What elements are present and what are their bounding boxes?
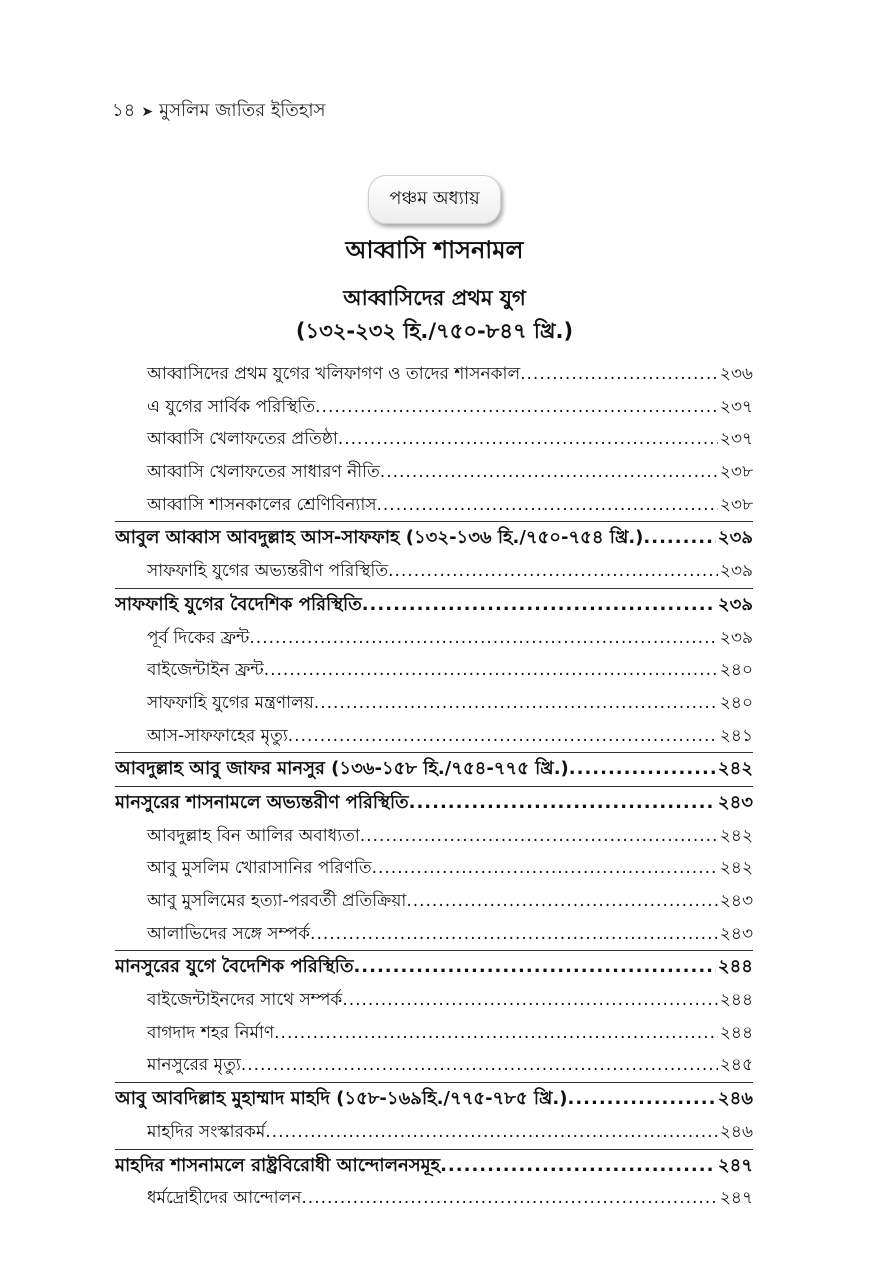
book-title: মুসলিম জাতির ইতিহাস xyxy=(159,100,326,121)
toc-entry-title: আবু আবদিল্লাহ মুহাম্মাদ মাহদি (১৫৮-১৬৯হি./৭৭৫-৭৮৫ খ্রি.) xyxy=(115,1088,568,1110)
toc-entry-title: সাফফাহি যুগের বৈদেশিক পরিস্থিতি xyxy=(115,593,362,615)
dot-leader xyxy=(520,358,718,391)
dot-leader xyxy=(338,423,718,456)
dot-leader xyxy=(241,1049,718,1082)
toc-page-number: ২৪৪ xyxy=(719,990,753,1011)
dot-leader xyxy=(315,391,718,424)
running-header xyxy=(112,96,325,127)
dot-leader xyxy=(377,489,718,522)
toc-entry-title: আব্বাসিদের প্রথম যুগের খলিফাগণ ও তাদের শাসনকাল xyxy=(147,364,521,384)
toc-row xyxy=(115,654,753,687)
toc-entry-title: আব্বাসি খেলাফতের সাধারণ নীতি xyxy=(147,462,380,483)
dot-leader xyxy=(440,1150,716,1183)
toc-row xyxy=(115,456,753,489)
toc-row xyxy=(115,885,753,918)
dot-leader xyxy=(362,589,716,622)
toc-entry-title: আবুল আব্বাস আবদুল্লাহ আস-সাফফাহ (১৩২-১৩৬ হি./৭৫০-৭৫৪ খ্রি.) xyxy=(115,527,644,549)
toc-row xyxy=(115,852,753,885)
dot-leader xyxy=(643,522,715,555)
toc-entry-title: আবদুল্লাহ বিন আলির অবাধ্যতা xyxy=(147,825,360,846)
toc-heading-row xyxy=(115,588,753,622)
dot-leader xyxy=(288,720,718,753)
page-number: ১৪ xyxy=(112,100,136,121)
toc-entry-title: আব্বাসি খেলাফতের প্রতিষ্ঠা xyxy=(147,429,338,450)
toc-page-number: ২৪৪ xyxy=(717,956,753,978)
dot-leader xyxy=(314,687,718,720)
chevron-right-icon: ➤ xyxy=(141,103,154,120)
toc-entry-title: মাহদির সংস্কারকর্ম xyxy=(147,1121,266,1142)
toc-page-number: ২৩৯ xyxy=(719,627,753,648)
toc-row xyxy=(115,489,753,522)
toc-page-number: ২৪৩ xyxy=(719,923,753,944)
dot-leader xyxy=(372,852,718,885)
toc-page-number: ২৩৬ xyxy=(719,364,753,384)
toc-row xyxy=(115,820,753,853)
dot-leader xyxy=(301,1182,717,1215)
toc-heading-row xyxy=(115,786,753,820)
toc-page-number: ২৪৬ xyxy=(717,1088,753,1110)
toc-entry-title: বাগদাদ শহর নির্মাণ xyxy=(147,1022,275,1043)
toc-page-number: ২৪২ xyxy=(719,825,753,846)
toc-row xyxy=(115,358,753,391)
toc-page-number: ২৪০ xyxy=(719,692,753,713)
dot-leader xyxy=(353,951,715,984)
section-subtitle: (১৩২-২৩২ হি./৭৫০-৮৪৭ খ্রি.) xyxy=(295,319,574,343)
toc-page-number: ২৪৩ xyxy=(717,791,753,813)
table-of-contents xyxy=(115,358,753,1215)
toc-page-number: ২৩৯ xyxy=(717,593,753,615)
toc-entry-title: মানসুরের যুগে বৈদেশিক পরিস্থিতি xyxy=(115,956,354,978)
toc-heading-row xyxy=(115,752,753,786)
toc-page-number: ২৪১ xyxy=(719,725,753,746)
dot-leader xyxy=(569,753,716,786)
toc-entry-title: আবু মুসলিমের হত্যা-পরবর্তী প্রতিক্রিয়া xyxy=(147,891,407,911)
toc-page-number: ২৩৮ xyxy=(719,494,753,515)
toc-row xyxy=(115,391,753,424)
toc-row xyxy=(115,622,753,655)
dot-leader xyxy=(310,918,718,951)
toc-entry-title: পূর্ব দিকের ফ্রন্ট xyxy=(147,627,250,648)
toc-entry-title: আব্বাসি শাসনকালের শ্রেণিবিন্যাস xyxy=(147,494,377,515)
toc-row xyxy=(115,1116,753,1149)
dot-leader xyxy=(274,1017,718,1050)
chapter-badge: পঞ্চম অধ্যায় xyxy=(368,175,500,224)
toc-entry-title: বাইজেন্টাইনদের সাথে সম্পর্ক xyxy=(147,990,343,1011)
dot-leader xyxy=(264,654,718,687)
toc-page-number: ২৪০ xyxy=(719,660,753,681)
toc-page-number: ২৪২ xyxy=(717,758,753,780)
section-title: আব্বাসিদের প্রথম যুগ xyxy=(343,286,526,310)
dot-leader xyxy=(406,885,718,918)
toc-heading-row xyxy=(115,950,753,984)
toc-entry-title: এ যুগের সার্বিক পরিস্থিতি xyxy=(147,396,316,417)
toc-page-number: ২৩৮ xyxy=(719,462,753,483)
toc-page-number: ২৪৩ xyxy=(719,891,753,911)
toc-page-number: ২৪৪ xyxy=(719,1022,753,1043)
toc-row xyxy=(115,984,753,1017)
dot-leader xyxy=(249,622,717,655)
toc-heading-row xyxy=(115,521,753,555)
toc-entry-title: সাফফাহি যুগের অভ্যন্তরীণ পরিস্থিতি xyxy=(147,561,389,582)
dot-leader xyxy=(380,456,718,489)
part-title: আব্বাসি শাসনামল xyxy=(345,236,524,264)
toc-entry-title: আস-সাফফাহের মৃত্যু xyxy=(147,725,288,746)
toc-row xyxy=(115,1182,753,1215)
dot-leader xyxy=(388,555,718,588)
toc-heading-row xyxy=(115,1082,753,1116)
toc-heading-row xyxy=(115,1149,753,1183)
dot-leader xyxy=(409,787,716,820)
toc-page-number: ২৪৫ xyxy=(719,1055,753,1076)
toc-entry-title: আবদুল্লাহ আবু জাফর মানসুর (১৩৬-১৫৮ হি./৭৫৪-৭৭৫ খ্রি.) xyxy=(115,758,569,780)
toc-entry-title: সাফফাহি যুগের মন্ত্রণালয় xyxy=(147,692,314,713)
toc-page-number: ২৩৯ xyxy=(719,561,753,582)
toc-row xyxy=(115,687,753,720)
toc-entry-title: মাহদির শাসনামলে রাষ্ট্রবিরোধী আন্দোলনসমূহ xyxy=(115,1154,441,1176)
toc-page-number: ২৩৭ xyxy=(719,429,753,450)
dot-leader xyxy=(265,1116,718,1149)
toc-page-number: ২৪৭ xyxy=(717,1154,753,1176)
chapter-badge-container xyxy=(0,175,869,224)
toc-entry-title: মানসুরের মৃত্যু xyxy=(147,1055,241,1076)
dot-leader xyxy=(342,984,718,1017)
toc-row xyxy=(115,423,753,456)
dot-leader xyxy=(360,820,718,853)
toc-row xyxy=(115,1049,753,1082)
toc-page-number: ২৪২ xyxy=(719,858,753,879)
toc-page-number: ২৩৯ xyxy=(717,527,753,549)
toc-entry-title: ধর্মদ্রোহীদের আন্দোলন xyxy=(147,1188,302,1209)
toc-entry-title: আবু মুসলিম খোরাসানির পরিণতি xyxy=(147,858,372,879)
dot-leader xyxy=(567,1083,715,1116)
toc-entry-title: আলাভিদের সঙ্গে সম্পর্ক xyxy=(147,923,311,944)
toc-row xyxy=(115,720,753,753)
toc-page-number: ২৩৭ xyxy=(719,396,753,417)
toc-entry-title: মানসুরের শাসনামলে অভ্যন্তরীণ পরিস্থিতি xyxy=(115,791,409,813)
toc-row xyxy=(115,1017,753,1050)
toc-page-number: ২৪৬ xyxy=(719,1121,753,1142)
toc-page-number: ২৪৭ xyxy=(719,1188,753,1209)
toc-row xyxy=(115,918,753,951)
toc-entry-title: বাইজেন্টাইন ফ্রন্ট xyxy=(147,660,264,681)
toc-row xyxy=(115,555,753,588)
